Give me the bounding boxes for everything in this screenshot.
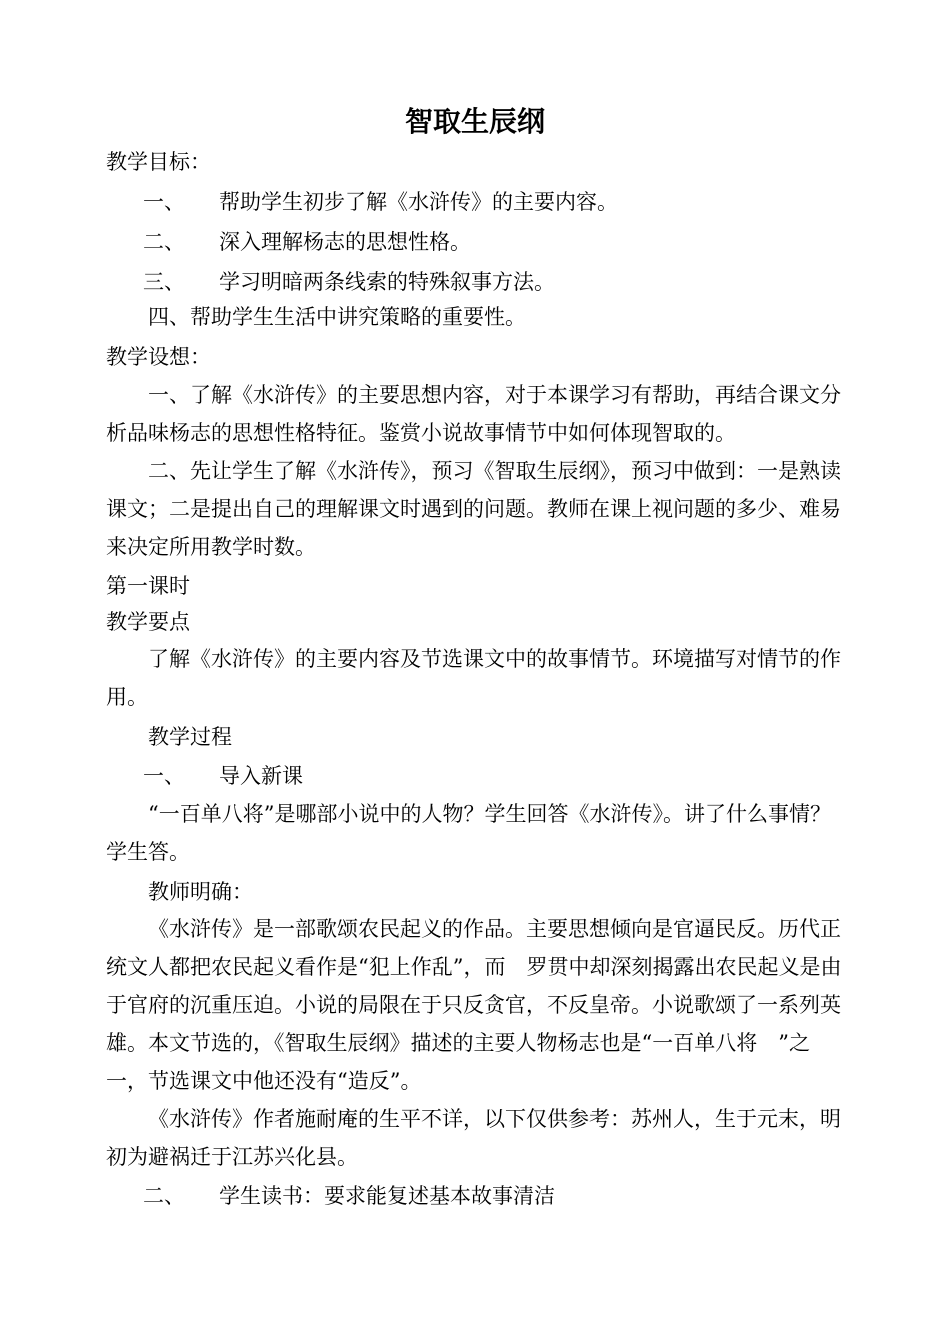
key-points-text: 了解《水浒传》的主要内容及节选课文中的故事情节。环境描写对情节的作用。 xyxy=(106,647,841,709)
teacher-clarify-label: 教师明确： xyxy=(148,880,253,904)
novel-summary-paragraph: 《水浒传》是一部歌颂农民起义的作品。主要思想倾向是官逼民反。历代正统文人都把农民起义看作是“犯上作乱”，而 罗贯中却深刻揭露出农民起义是由于官府的沉重压迫。小说的局限在于只反贪官，不反皇帝。小说歌颂了一系列英雄。本文节选的，《智取生辰纲》描述的主要人物杨志也是“一百单八将 ”之一，节选课文中他还没有“造反”。 xyxy=(106,917,842,1093)
goal-item-4: 四、帮助学生生活中讲究策略的重要性。 xyxy=(148,305,526,329)
goal-item-3 xyxy=(143,268,555,296)
author-paragraph: 《水浒传》作者施耐庵的生平不详，以下仅供参考：苏州人，生于元末，明初为避祸迁于江苏兴化县。 xyxy=(106,1107,841,1169)
process-step-text: 学生读书：要求能复述基本故事清洁 xyxy=(219,1184,555,1208)
goal-item-1 xyxy=(143,188,618,216)
key-points-heading: 教学要点 xyxy=(106,610,190,634)
goal-item-2 xyxy=(143,228,471,256)
intro-question-paragraph: “一百单八将”是哪部小说中的人物？学生回答《水浒传》。讲了什么事情？学生答。 xyxy=(106,802,831,864)
ideas-heading: 教学设想： xyxy=(106,345,211,369)
process-step-1 xyxy=(143,762,303,790)
ideas-paragraph-2: 二、先让学生了解《水浒传》，预习《智取生辰纲》，预习中做到：一是熟读课文；二是提出自己的理解课文时遇到的问题。教师在课上视问题的多少、难易来决定所用教学时数。 xyxy=(106,459,841,559)
process-step-number: 一、 xyxy=(143,764,185,788)
process-step-2 xyxy=(143,1182,555,1210)
goal-item-number: 二、 xyxy=(143,230,185,254)
goal-item-text: 深入理解杨志的思想性格。 xyxy=(219,230,471,254)
goals-heading: 教学目标： xyxy=(106,150,211,174)
process-step-text: 导入新课 xyxy=(219,764,303,788)
ideas-paragraph-1: 一、了解《水浒传》的主要思想内容，对于本课学习有帮助，再结合课文分析品味杨志的思想性格特征。鉴赏小说故事情节中如何体现智取的。 xyxy=(106,383,841,445)
goal-item-text: 帮助学生初步了解《水浒传》的主要内容。 xyxy=(219,190,618,214)
goal-item-number: 一、 xyxy=(143,190,185,214)
goal-item-number: 三、 xyxy=(143,270,185,294)
lesson-heading: 第一课时 xyxy=(106,574,190,598)
process-step-number: 二、 xyxy=(143,1184,185,1208)
goal-item-text: 学习明暗两条线索的特殊叙事方法。 xyxy=(219,270,555,294)
process-heading: 教学过程 xyxy=(148,725,232,749)
document-title: 智取生辰纲 xyxy=(404,105,545,138)
